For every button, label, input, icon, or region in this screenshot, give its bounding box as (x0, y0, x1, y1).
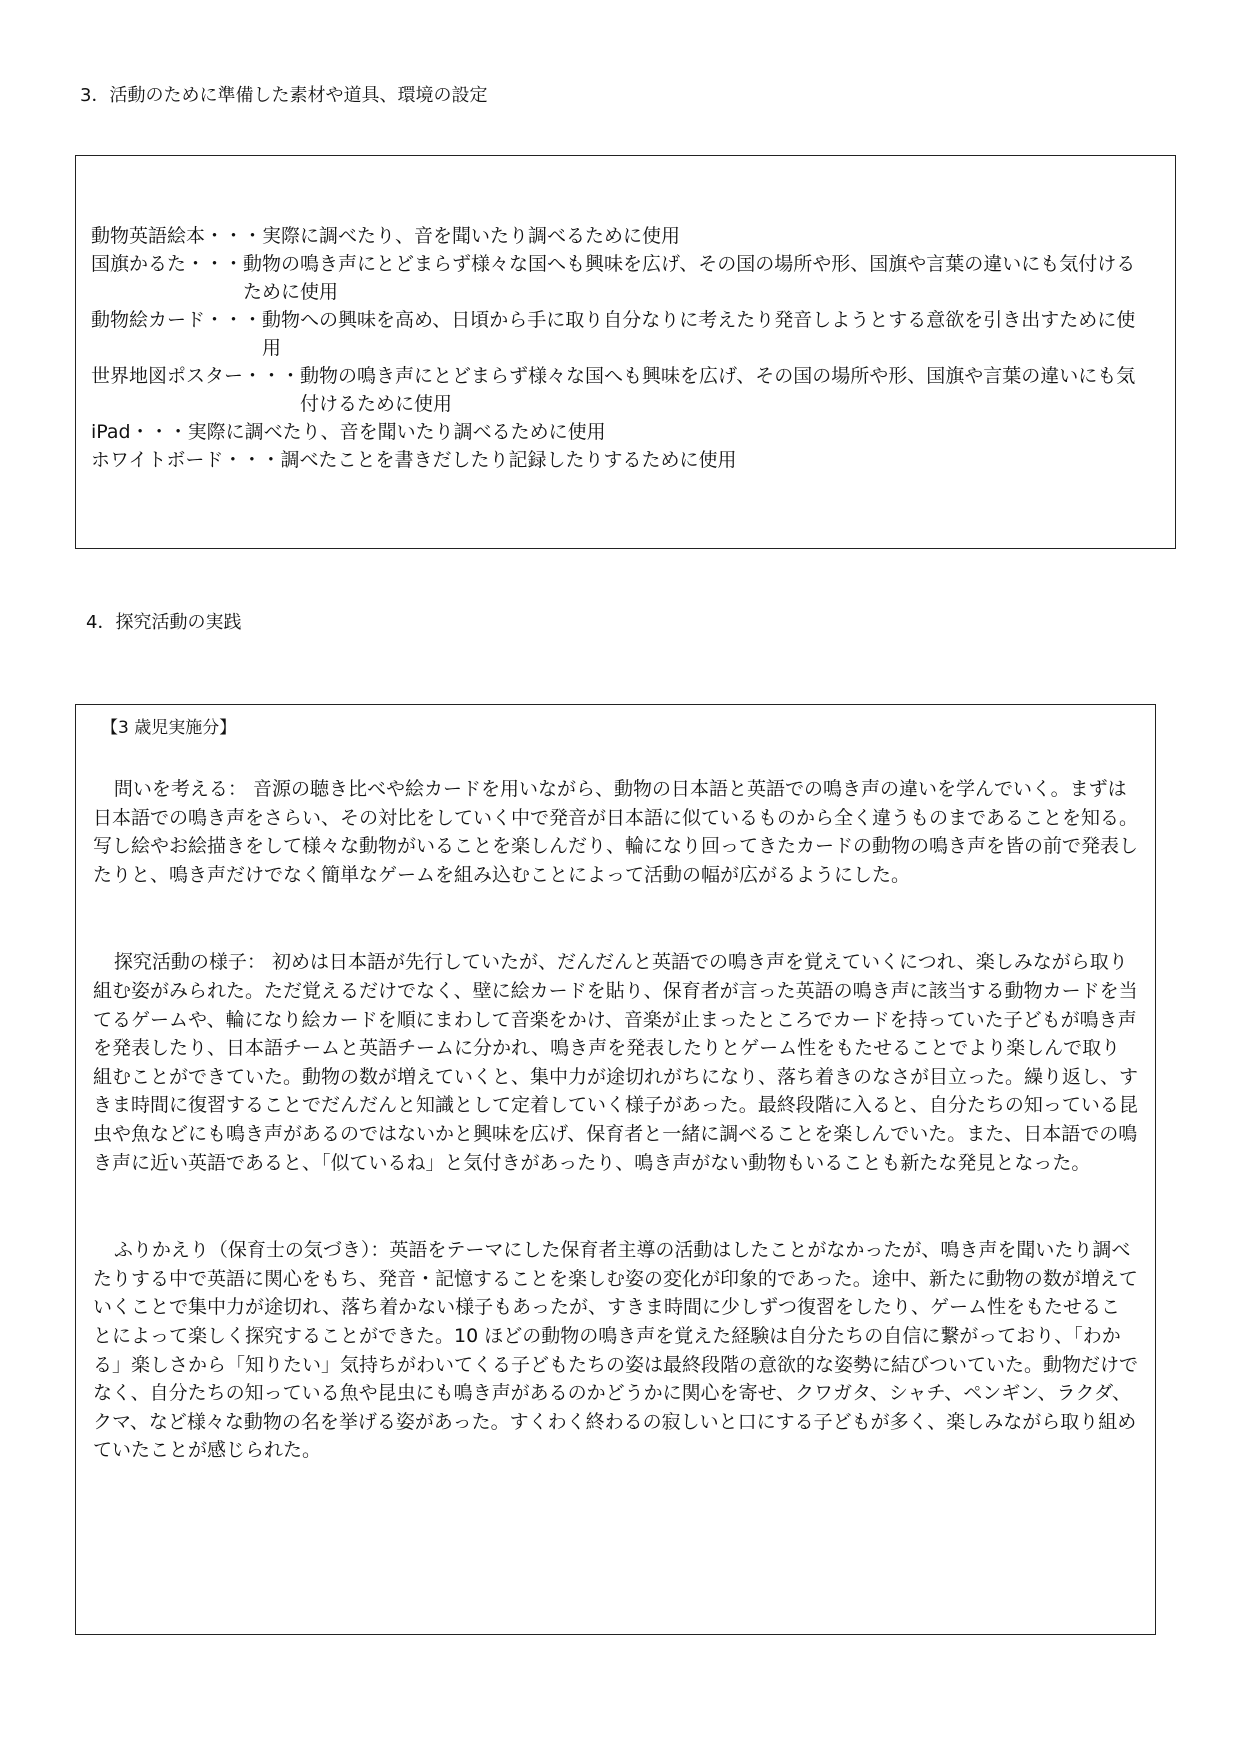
material-description: 動物への興味を高め、日頃から手に取り自分なりに考えたり発音しようとする意欲を引き出すために使用 (262, 309, 1136, 359)
question-paragraph (93, 775, 1138, 889)
material-description: 動物の鳴き声にとどまらず様々な国へも興味を広げ、その国の場所や形、国旗や言葉の違いにも気付けるために使用 (243, 253, 1136, 303)
material-item (91, 306, 1151, 362)
paragraph-label: ふりかえり（保育士の気づき）： (113, 1239, 390, 1262)
material-name: 国旗かるた・・・ (91, 253, 244, 275)
section-3-heading: 3．活動のために準備した素材や道具、環境の設定 (80, 85, 488, 106)
material-item (91, 446, 1151, 474)
reflection-paragraph (93, 1236, 1138, 1465)
material-name: 動物英語絵本・・・ (91, 225, 263, 247)
section-4-heading: 4．探究活動の実践 (86, 612, 242, 633)
material-description: 実際に調べたり、音を聞いたり調べるために使用 (187, 421, 606, 443)
materials-box (75, 155, 1176, 549)
paragraph-text: 英語をテーマにした保育者主導の活動はしたことがなかったが、鳴き声を聞いたり調べたりする中で英語に関心をもち、発音・記憶することを楽しむ姿の変化が印象的であった。途中、新たに動物の数が増えていくことで集中力が途切れ、落ち着かない様子もあったが、すきま時間に少しずつ復習をしたり、ゲーム性をもたせることによって楽しく探究することができた。10 ほどの動物の鳴き声を覚えた経験は自分たちの自信に繋がっており、「わかる」楽しさから「知りたい」気持ちがわいてくる子どもたちの姿は最終段階の意欲的な姿勢に結びついていた。動物だけでなく、自分たちの知っている魚や昆虫にも鳴き声があるのかどうかに関心を寄せ、クワガタ、シャチ、ペンギン、ラクダ、クマ、など様々な動物の名を挙げる姿があった。すくわく終わるの寂しいと口にする子どもが多く、楽しみながら取り組めていたことが感じられた。 (93, 1239, 1139, 1462)
material-name: 世界地図ポスター・・・ (91, 365, 301, 387)
material-description: 動物の鳴き声にとどまらず様々な国へも興味を広げ、その国の場所や形、国旗や言葉の違いにも気付けるために使用 (300, 365, 1136, 415)
activity-paragraph (93, 948, 1138, 1177)
paragraph-text: 音源の聴き比べや絵カードを用いながら、動物の日本語と英語での鳴き声の違いを学んでいく。まずは日本語での鳴き声をさらい、その対比をしていく中で発音が日本語に似ているものから全く違うものまであることを知る。写し絵やお絵描きをして様々な動物がいることを楽しんだり、輪になり回ってきたカードの動物の鳴き声を皆の前で発表したりと、鳴き声だけでなく簡単なゲームを組み込むことによって活動の幅が広がるようにした。 (93, 778, 1139, 886)
material-item (91, 222, 1151, 250)
paragraph-label: 問いを考える： (113, 778, 247, 800)
material-description: 実際に調べたり、音を聞いたり調べるために使用 (262, 225, 681, 247)
material-name: ホワイトボード・・・ (91, 449, 281, 471)
age-group-label: 【3 歳児実施分】 (101, 718, 237, 738)
material-item (91, 362, 1151, 418)
materials-list (91, 222, 1151, 474)
paragraph-text: 初めは日本語が先行していたが、だんだんと英語での鳴き声を覚えていくにつれ、楽しみながら取り組む姿がみられた。ただ覚えるだけでなく、壁に絵カードを貼り、保育者が言った英語の鳴き声に該当する動物カードを当てるゲームや、輪になり絵カードを順にまわして音楽をかけ、音楽が止まったところでカードを持っていた子どもが鳴き声を発表したり、日本語チームと英語チームに分かれ、鳴き声を発表したりとゲーム性をもたせることでより楽しんで取り組むことができていた。動物の数が増えていくと、集中力が途切れがちになり、落ち着きのなさが目立った。繰り返し、すきま時間に復習することでだんだんと知識として定着していく様子があった。最終段階に入ると、自分たちの知っている昆虫や魚などにも鳴き声があるのではないかと興味を広げ、保育者と一緒に調べることを楽しんでいた。また、日本語での鳴き声に近い英語であると、「似ているね」と気付きがあったり、鳴き声がない動物もいることも新たな発見となった。 (93, 951, 1139, 1174)
material-item (91, 418, 1151, 446)
practice-box (75, 704, 1156, 1635)
material-name: 動物絵カード・・・ (91, 309, 263, 331)
material-name: iPad・・・ (91, 421, 188, 443)
practice-content (93, 715, 1138, 1465)
material-item (91, 250, 1151, 306)
paragraph-label: 探究活動の様子： (113, 951, 266, 974)
material-description: 調べたことを書きだしたり記録したりするために使用 (280, 449, 737, 471)
